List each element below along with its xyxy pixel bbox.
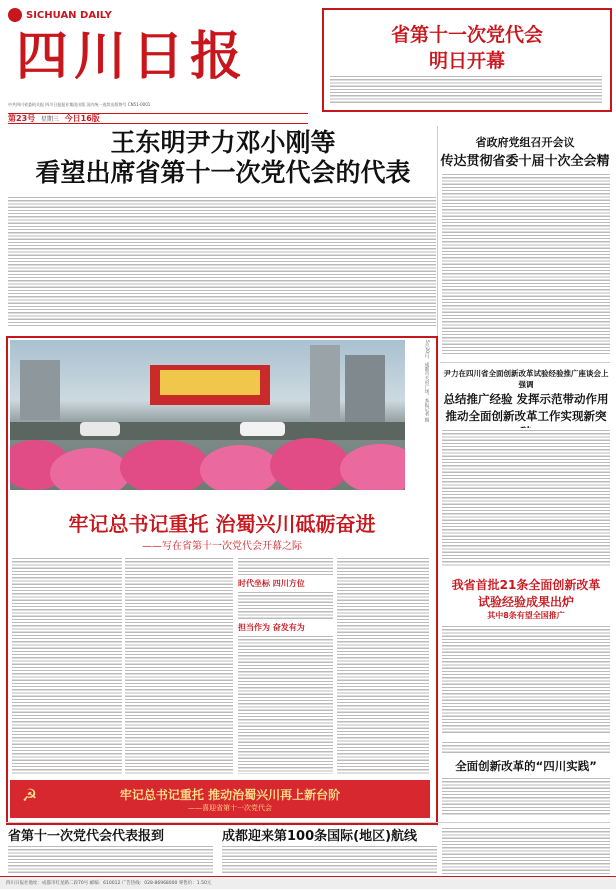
feature-col2 bbox=[125, 556, 233, 774]
feature-subheading-1: 时代坐标 四川方位 bbox=[238, 579, 305, 588]
feature-col4 bbox=[337, 556, 429, 774]
bottom-left-body bbox=[8, 844, 213, 874]
photo-caption: 5月20日，成都市天府广场。本报记者 摄 bbox=[424, 340, 429, 423]
banner-title: 牢记总书记重托 推动治蜀兴川再上新台阶 bbox=[119, 788, 341, 802]
right-low-sub: 其中8条有望全国推广 bbox=[487, 611, 565, 620]
party-emblem-icon: ☭ bbox=[22, 786, 38, 806]
right-mid-headline-2[interactable]: 推动全面创新改革工作实现新突 bbox=[445, 409, 607, 423]
feature-subheading-2: 担当作为 奋发有为 bbox=[238, 623, 305, 632]
feature-col3c bbox=[238, 634, 333, 774]
footer: 四川日报社地址：成都市红星路二段70号 邮编：610012 广告热线：028-86968000 零售价：1.50元 bbox=[0, 876, 616, 889]
top-headline-line2: 明日开幕 bbox=[428, 50, 505, 72]
top-headline-box[interactable] bbox=[322, 8, 612, 112]
right-top-headline[interactable]: 传达贯彻省委十届十次全会精 bbox=[440, 154, 610, 169]
right-mid-body bbox=[442, 428, 610, 566]
issue-number: 第23号 bbox=[8, 114, 36, 123]
right-mid-kicker: 尹力在四川省全面创新改革试验经验推广座谈会上强调 bbox=[443, 369, 609, 389]
bottom-right-body bbox=[442, 826, 610, 874]
date-line bbox=[8, 113, 308, 124]
english-name: SICHUAN DAILY bbox=[26, 9, 112, 21]
right-low-headline-1[interactable]: 我省首批21条全面创新改革 bbox=[451, 578, 601, 592]
headbox-body bbox=[330, 74, 602, 104]
masthead-info: 中共四川省委机关报 四川日报报业集团出版 国内统一连续出版物号 CN51-0001 bbox=[8, 102, 151, 107]
right-top-kicker: 省政府党组召开会议 bbox=[475, 136, 575, 149]
feature-col1 bbox=[12, 556, 122, 774]
right-low-body bbox=[442, 624, 610, 734]
right-top-body bbox=[442, 172, 610, 354]
feature-subhead: ——写在省第十一次党代会开幕之际 bbox=[142, 541, 302, 552]
lead-headline-line2[interactable]: 看望出席省第十一次党代会的代表 bbox=[35, 158, 411, 187]
page-count: 今日16版 bbox=[64, 114, 100, 123]
right-bottom-headline[interactable]: 全面创新改革的“四川实践” bbox=[455, 759, 597, 773]
masthead-english bbox=[8, 6, 198, 24]
right-low-headline-2[interactable]: 试验经验成果出炉 bbox=[477, 595, 574, 609]
right-mid-headline-1[interactable]: 总结推广经验 发挥示范带动作用 bbox=[443, 392, 609, 406]
divider bbox=[440, 362, 610, 363]
top-headline-line1: 省第十一次党代会 bbox=[390, 24, 543, 46]
bottom-left-headline[interactable]: 省第十一次党代会代表报到 bbox=[8, 829, 165, 844]
feature-headline[interactable]: 牢记总书记重托 治蜀兴川砥砺奋进 bbox=[68, 512, 376, 536]
lead-story-body bbox=[8, 195, 436, 328]
feature-col3a bbox=[238, 556, 333, 576]
feature-photo bbox=[10, 340, 405, 490]
sichuan-daily-seal-icon bbox=[8, 8, 22, 22]
feature-col3b bbox=[238, 590, 333, 620]
right-bottom-body bbox=[442, 776, 610, 816]
lead-headline-line1[interactable]: 王东明尹力邓小刚等 bbox=[110, 128, 336, 157]
weekday: 星期三 bbox=[40, 116, 59, 123]
divider bbox=[6, 822, 610, 823]
banner-subtitle: ——喜迎省第十一次党代会 bbox=[188, 804, 272, 812]
right-bottom-intro bbox=[442, 740, 610, 754]
bottom-mid-headline[interactable]: 成都迎来第100条国际(地区)航线 bbox=[222, 829, 418, 844]
bottom-mid-body bbox=[222, 844, 437, 874]
masthead-title: 四川日报 bbox=[16, 26, 249, 87]
